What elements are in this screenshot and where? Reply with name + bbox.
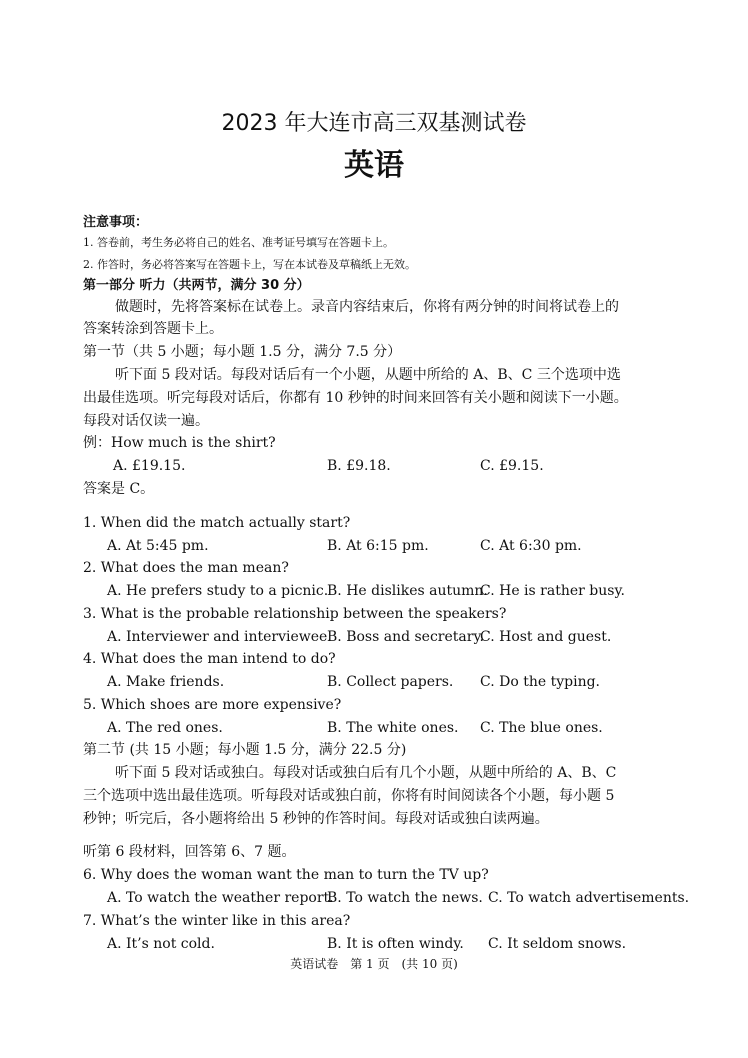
q5-option-c: C. The blue ones.: [480, 720, 603, 736]
q2-option-a: A. He prefers study to a picnic.: [107, 583, 329, 599]
q1-option-a: A. At 5:45 pm.: [107, 538, 209, 554]
subject-title: 英语: [344, 148, 404, 183]
q7-option-b: B. It is often windy.: [327, 936, 464, 952]
question-6: 6. Why does the woman want the man to turn the TV up?: [83, 867, 489, 883]
q4-option-b: B. Collect papers.: [327, 674, 454, 690]
q5-option-b: B. The white ones.: [327, 720, 459, 736]
q7-option-c: C. It seldom snows.: [488, 936, 627, 952]
question-3: 3. What is the probable relationship between the speakers?: [83, 606, 507, 622]
q4-option-c: C. Do the typing.: [480, 674, 600, 690]
q3-option-b: B. Boss and secretary.: [327, 629, 484, 645]
example-option-c: C. £9.15.: [480, 458, 544, 474]
q3-option-c: C. Host and guest.: [480, 629, 612, 645]
section1-heading: 第一节（共 5 小题；每小题 1.5 分，满分 7.5 分）: [83, 344, 402, 360]
q4-option-a: A. Make friends.: [107, 674, 225, 690]
section1-intro-line: 出最佳选项。听完每段对话后，你都有 10 秒钟的时间来回答有关小题和阅读下一小题。: [83, 390, 628, 406]
q5-option-a: A. The red ones.: [107, 720, 223, 736]
part1-heading: 第一部分 听力（共两节，满分 30 分）: [83, 278, 310, 293]
notice-heading: 注意事项：: [83, 215, 149, 230]
section1-intro-line: 听下面 5 段对话。每段对话后有一个小题，从题中所给的 A、B、C 三个选项中选: [115, 367, 621, 383]
q2-option-b: B. He dislikes autumn.: [327, 583, 488, 599]
example-option-b: B. £9.18.: [327, 458, 391, 474]
notice-item: 1. 答卷前，考生务必将自己的姓名、准考证号填写在答题卡上。: [83, 236, 394, 249]
question-2: 2. What does the man mean?: [83, 560, 289, 576]
q2-option-c: C. He is rather busy.: [480, 583, 625, 599]
notice-item: 2. 作答时，务必将答案写在答题卡上，写在本试卷及草稿纸上无效。: [83, 258, 416, 271]
question-7: 7. What’s the winter like in this area?: [83, 913, 351, 929]
question-5: 5. Which shoes are more expensive?: [83, 697, 342, 713]
material-note: 听第 6 段材料，回答第 6、7 题。: [83, 844, 296, 860]
section2-intro-line: 听下面 5 段对话或独白。每段对话或独白后有几个小题，从题中所给的 A、B、C: [115, 765, 617, 781]
example-answer: 答案是 C。: [83, 481, 155, 497]
q1-option-c: C. At 6:30 pm.: [480, 538, 582, 554]
example-option-a: A. £19.15.: [113, 458, 186, 474]
q1-option-b: B. At 6:15 pm.: [327, 538, 429, 554]
example-question: 例：How much is the shirt?: [83, 435, 276, 451]
section2-intro-line: 秒钟；听完后，各小题将给出 5 秒钟的作答时间。每段对话或独白读两遍。: [83, 811, 549, 827]
q6-option-c: C. To watch advertisements.: [488, 890, 690, 906]
page-footer: 英语试卷 第 1 页 (共 10 页): [290, 957, 458, 971]
q6-option-a: A. To watch the weather report.: [107, 890, 334, 906]
question-4: 4. What does the man intend to do?: [83, 651, 336, 667]
section2-heading: 第二节 (共 15 小题；每小题 1.5 分，满分 22.5 分): [83, 742, 407, 758]
q7-option-a: A. It’s not cold.: [107, 936, 215, 952]
part1-intro-line: 做题时，先将答案标在试卷上。录音内容结束后，你将有两分钟的时间将试卷上的: [115, 299, 619, 315]
section1-intro-line: 每段对话仅读一遍。: [83, 413, 209, 429]
part1-intro-line: 答案转涂到答题卡上。: [83, 321, 223, 337]
q3-option-a: A. Interviewer and interviewee.: [107, 629, 332, 645]
exam-title: 2023 年大连市高三双基测试卷: [221, 111, 527, 136]
q6-option-b: B. To watch the news.: [327, 890, 483, 906]
section2-intro-line: 三个选项中选出最佳选项。听每段对话或独白前，你将有时间阅读各个小题，每小题 5: [83, 788, 615, 804]
question-1: 1. When did the match actually start?: [83, 515, 351, 531]
